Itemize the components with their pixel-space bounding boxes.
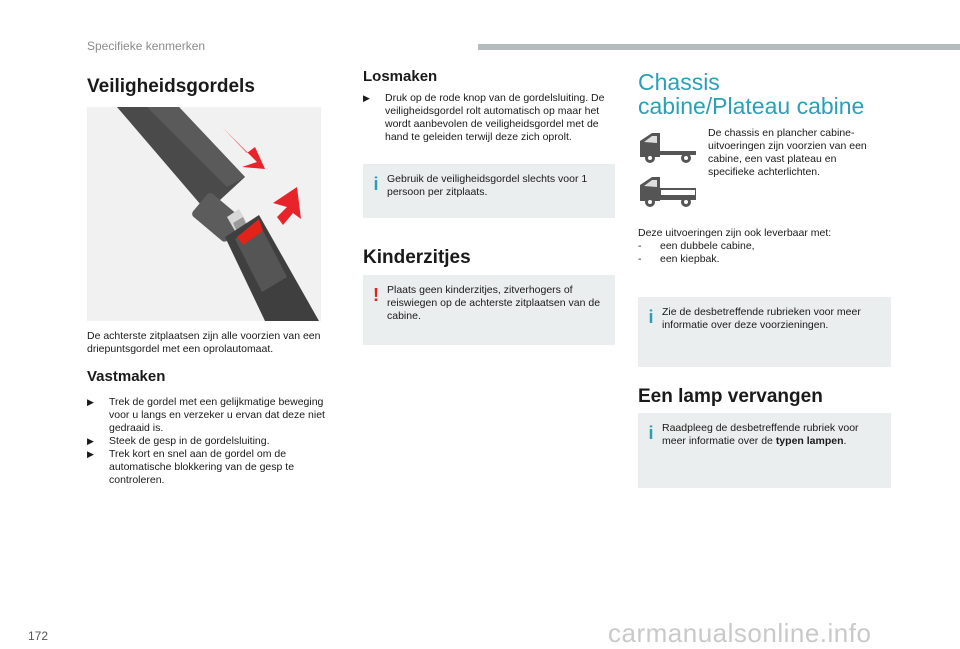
warning-icon: !	[373, 285, 379, 305]
watermark: carmanualsonline.info	[608, 618, 872, 648]
info-icon: i	[648, 423, 654, 443]
arrow-bullet-icon: ▶	[363, 93, 370, 103]
warning-note: ! Plaats geen kinderzitjes, zitverhogers of reiswiegen op de achterste zitplaatsen van de cabine.	[363, 275, 615, 345]
fasten-list	[87, 396, 332, 487]
lamp-note-text: Raadpleeg de desbetreffende rubriek voor meer informatie over de typen lampen.	[662, 422, 859, 447]
list-item: ▶ Druk op de rode knop van de gordelsluiting. De veiligheidsgordel rolt automatisch op maar het wordt aanbevolen de veiligheidsgordel met de hand te geleiden terwijl deze zich oprolt.	[363, 92, 605, 143]
chassis-info-note: i Zie de desbetreffende rubrieken voor meer informatie over deze voorzieningen.	[638, 297, 891, 367]
chassis-cab-truck-icon	[638, 131, 696, 165]
list-item: ▶ Trek de gordel met een gelijkmatige beweging voor u langs en verzeker u ervan dat deze niet gedraaid is.	[87, 396, 325, 434]
lamp-info-note	[638, 413, 891, 488]
info-icon: i	[648, 307, 654, 327]
platform-cab-truck-icon	[638, 175, 696, 209]
info-icon: i	[373, 174, 379, 194]
seatbelts-intro: De achterste zitplaatsen zijn alle voorzien van een driepuntsgordel met een oprolautomaat.	[87, 330, 321, 355]
also-available: Deze uitvoeringen zijn ook leverbaar met:	[638, 227, 832, 239]
page-number: 172	[28, 629, 49, 643]
header-bar	[478, 44, 960, 50]
list-item: ▶ Trek kort en snel aan de gordel om de automatische blokkering van de gesp te controleren.	[87, 448, 295, 486]
unfasten-title: Losmaken	[363, 68, 438, 85]
list-item: - een kiepbak.	[638, 253, 720, 265]
list-item: ▶ Steek de gesp in de gordelsluiting.	[87, 435, 270, 447]
arrow-bullet-icon: ▶	[87, 397, 94, 407]
unfasten-list	[363, 92, 615, 144]
arrow-bullet-icon: ▶	[87, 449, 94, 459]
section-header: Specifieke kenmerken	[87, 39, 206, 53]
list-item: - een dubbele cabine,	[638, 240, 755, 252]
fasten-title: Vastmaken	[87, 368, 166, 385]
seatbelt-image	[87, 107, 321, 321]
chassis-title: Chassis cabine/Plateau cabine	[638, 69, 865, 119]
arrow-bullet-icon: ▶	[87, 436, 94, 446]
seatbelts-title: Veiligheidsgordels	[87, 76, 255, 97]
chassis-description: De chassis en plancher cabine-uitvoeringen zijn voorzien van een cabine, een vast plateau en specifieke achterlichten.	[708, 127, 867, 178]
lamp-title: Een lamp vervangen	[638, 386, 823, 407]
child-seats-title: Kinderzitjes	[363, 247, 471, 268]
info-note: i Gebruik de veiligheidsgordel slechts voor 1 persoon per zitplaats.	[363, 164, 615, 218]
options-list	[638, 240, 890, 266]
